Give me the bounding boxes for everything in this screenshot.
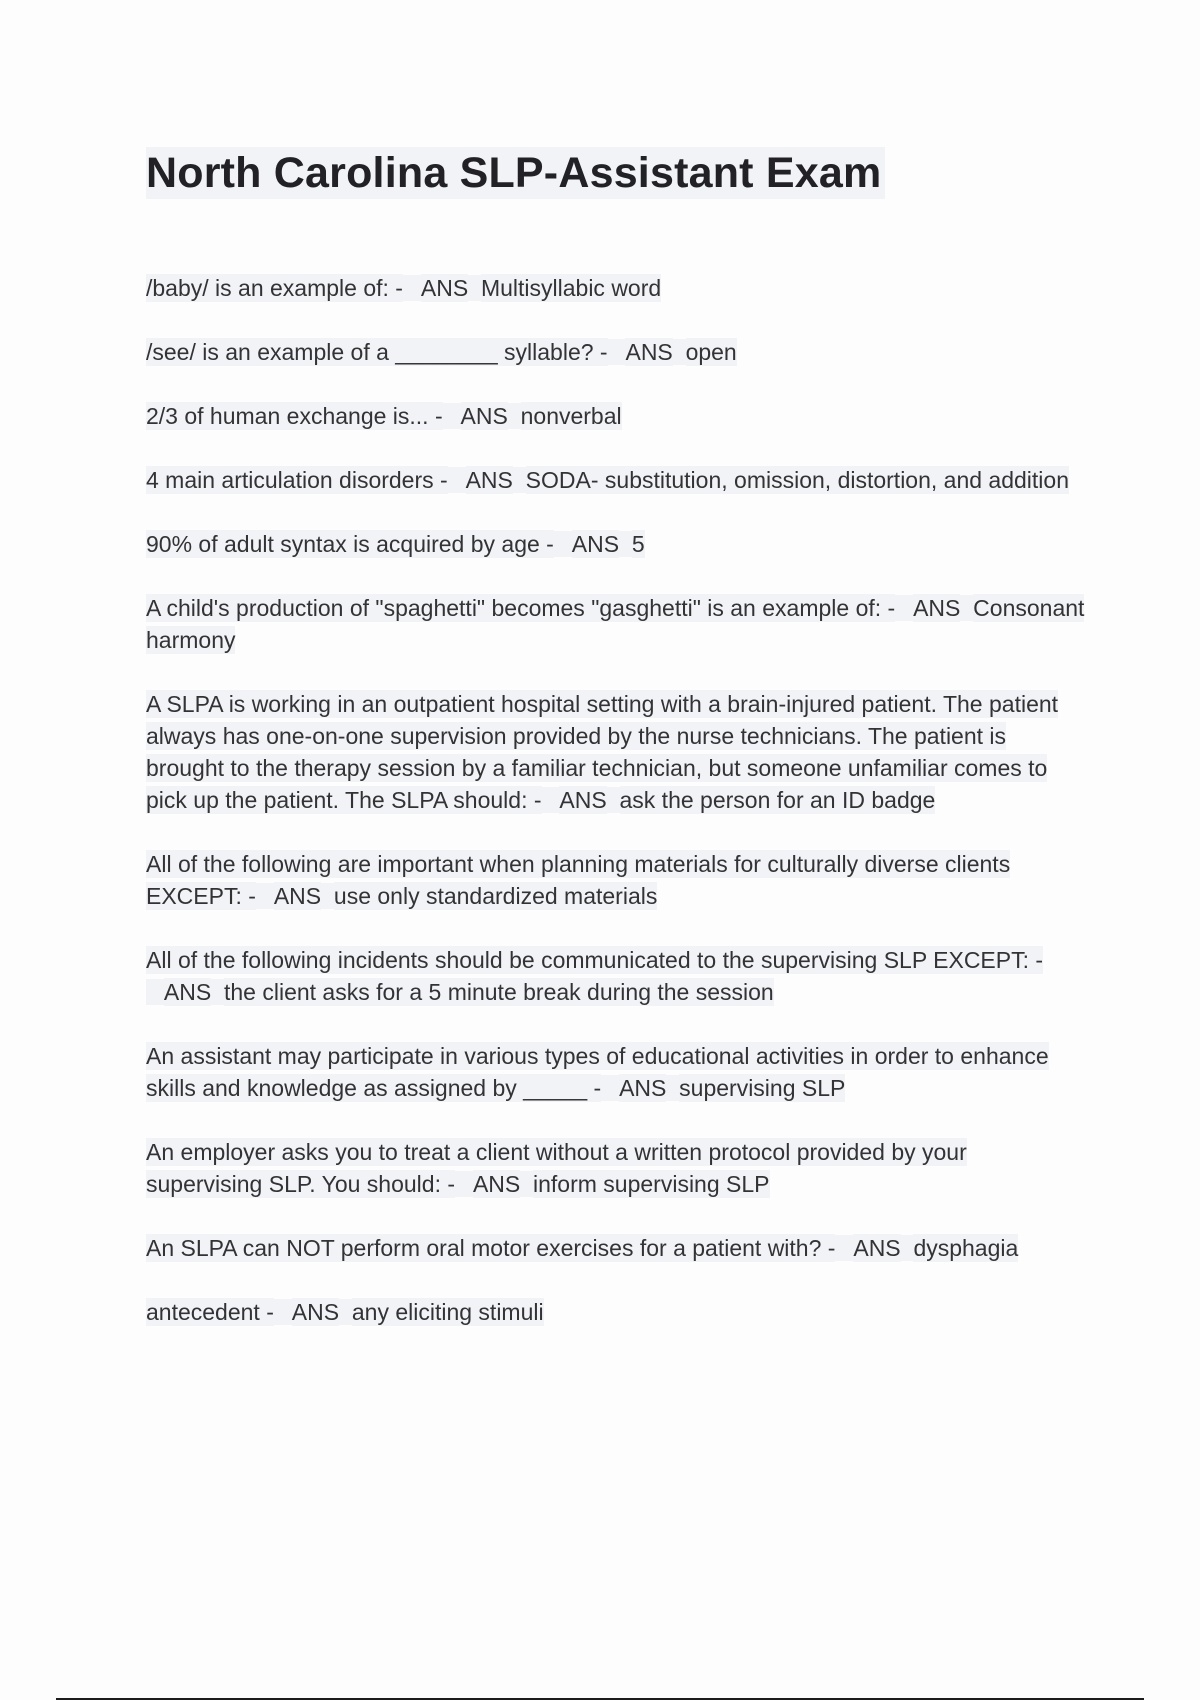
answer-text: nonverbal (520, 403, 622, 429)
answer-text: use only standardized materials (333, 883, 658, 909)
document-title-text: North Carolina SLP-Assistant Exam (146, 147, 885, 199)
answer-marker: ANS (853, 1235, 901, 1261)
question-text: A SLPA is working in an outpatient hospital setting with a brain-injured patient. The patient always has one-on-one supervision provided by the nurse technicians. The patient is brought to the therapy session by a familiar technician, but someone unfamiliar comes to pick up the patient. The SLPA should: - (146, 691, 1059, 813)
question-text: 2/3 of human exchange is... - (146, 403, 443, 429)
answer-marker: ANS (291, 1299, 340, 1325)
answer-text: 5 (631, 531, 645, 557)
qa-item (146, 944, 1086, 1008)
answer-text: open (685, 339, 737, 365)
question-text: 4 main articulation disorders - (146, 467, 448, 493)
answer-text: inform supervising SLP (533, 1171, 770, 1197)
answer-text: SODA- substitution, omission, distortion, and addition (525, 467, 1070, 493)
answer-marker: ANS (559, 787, 607, 813)
answer-marker: ANS (163, 979, 212, 1005)
question-text: An assistant may participate in various types of educational activities in order to enhance skills and knowledge as assigned by _____ - (146, 1043, 1049, 1101)
qa-item (146, 400, 1086, 432)
qa-item (146, 848, 1086, 912)
answer-text: any eliciting stimuli (351, 1299, 544, 1325)
qa-item (146, 336, 1086, 368)
answer-marker: ANS (472, 1171, 521, 1197)
qa-item (146, 272, 1086, 304)
qa-item (146, 592, 1086, 656)
document-title (146, 145, 885, 201)
answer-marker: ANS (273, 883, 322, 909)
answer-marker: ANS (420, 275, 469, 301)
question-text: antecedent - (146, 1299, 274, 1325)
question-answer-list (146, 272, 1086, 1360)
answer-text: ask the person for an ID badge (619, 787, 936, 813)
answer-marker: ANS (460, 403, 508, 429)
answer-text: dysphagia (913, 1235, 1019, 1261)
qa-item (146, 1136, 1086, 1200)
answer-marker: ANS (465, 467, 513, 493)
answer-marker: ANS (625, 339, 673, 365)
qa-item (146, 1296, 1086, 1328)
qa-item (146, 688, 1086, 816)
answer-text: Multisyllabic word (480, 275, 662, 301)
question-text: A child's production of "spaghetti" becomes "gasghetti" is an example of: - (146, 595, 896, 621)
qa-item (146, 1040, 1086, 1104)
answer-text: the client asks for a 5 minute break during the session (223, 979, 774, 1005)
answer-marker: ANS (571, 531, 620, 557)
question-text: All of the following incidents should be communicated to the supervising SLP EXCEPT: - (146, 947, 1044, 973)
answer-text: supervising SLP (679, 1075, 846, 1101)
qa-item (146, 464, 1086, 496)
answer-marker: ANS (913, 595, 961, 621)
question-text: 90% of adult syntax is acquired by age - (146, 531, 554, 557)
qa-item (146, 1232, 1086, 1264)
qa-item (146, 528, 1086, 560)
question-text: An SLPA can NOT perform oral motor exercises for a patient with? - (146, 1235, 836, 1261)
question-text: All of the following are important when planning materials for culturally diverse clients EXCEPT: - (146, 851, 1011, 909)
answer-text: Consonant harmony (146, 595, 1085, 653)
question-text: /baby/ is an example of: - (146, 275, 403, 301)
question-text: An employer asks you to treat a client without a written protocol provided by your supervising SLP. You should: - (146, 1139, 967, 1197)
question-text: /see/ is an example of a ________ syllable? - (146, 339, 608, 365)
answer-marker: ANS (619, 1075, 667, 1101)
